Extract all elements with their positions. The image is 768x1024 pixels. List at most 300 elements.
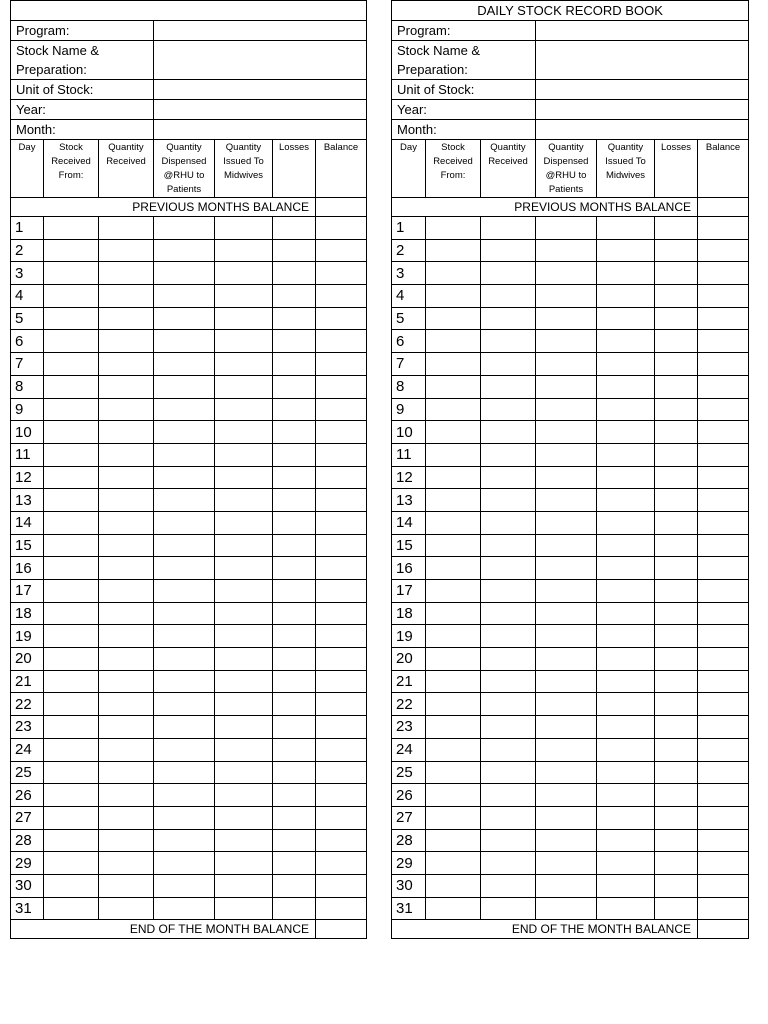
cell-quantity-received[interactable] (481, 511, 536, 534)
cell-losses[interactable] (273, 852, 316, 875)
cell-quantity-received[interactable] (481, 307, 536, 330)
cell-stock-received-from[interactable] (426, 580, 481, 603)
cell-quantity-dispensed[interactable] (154, 217, 215, 240)
cell-stock-received-from[interactable] (44, 534, 99, 557)
cell-quantity-received[interactable] (481, 648, 536, 671)
cell-losses[interactable] (273, 239, 316, 262)
cell-balance[interactable] (698, 716, 749, 739)
cell-quantity-received[interactable] (99, 648, 154, 671)
cell-stock-received-from[interactable] (426, 829, 481, 852)
cell-quantity-received[interactable] (481, 580, 536, 603)
cell-balance[interactable] (698, 307, 749, 330)
cell-losses[interactable] (273, 738, 316, 761)
cell-quantity-dispensed[interactable] (154, 398, 215, 421)
cell-quantity-issued[interactable] (597, 897, 655, 920)
cell-quantity-dispensed[interactable] (154, 897, 215, 920)
cell-quantity-received[interactable] (481, 398, 536, 421)
cell-quantity-dispensed[interactable] (154, 489, 215, 512)
cell-quantity-issued[interactable] (597, 511, 655, 534)
cell-quantity-received[interactable] (99, 580, 154, 603)
cell-quantity-dispensed[interactable] (154, 693, 215, 716)
cell-quantity-dispensed[interactable] (536, 217, 597, 240)
cell-balance[interactable] (698, 897, 749, 920)
stock-name-field-value[interactable] (154, 41, 367, 80)
cell-quantity-issued[interactable] (597, 489, 655, 512)
cell-quantity-dispensed[interactable] (154, 330, 215, 353)
cell-quantity-issued[interactable] (215, 670, 273, 693)
cell-quantity-received[interactable] (99, 217, 154, 240)
cell-quantity-dispensed[interactable] (536, 466, 597, 489)
cell-stock-received-from[interactable] (44, 285, 99, 308)
cell-losses[interactable] (273, 307, 316, 330)
cell-quantity-issued[interactable] (597, 239, 655, 262)
cell-quantity-received[interactable] (481, 330, 536, 353)
cell-stock-received-from[interactable] (426, 852, 481, 875)
cell-quantity-issued[interactable] (215, 806, 273, 829)
cell-quantity-dispensed[interactable] (154, 466, 215, 489)
cell-quantity-dispensed[interactable] (154, 239, 215, 262)
cell-quantity-received[interactable] (99, 625, 154, 648)
cell-quantity-issued[interactable] (215, 239, 273, 262)
cell-losses[interactable] (273, 466, 316, 489)
cell-balance[interactable] (316, 716, 367, 739)
cell-losses[interactable] (273, 648, 316, 671)
cell-losses[interactable] (273, 217, 316, 240)
cell-quantity-received[interactable] (99, 466, 154, 489)
cell-quantity-dispensed[interactable] (154, 262, 215, 285)
cell-stock-received-from[interactable] (44, 693, 99, 716)
cell-quantity-dispensed[interactable] (154, 852, 215, 875)
cell-quantity-received[interactable] (481, 443, 536, 466)
cell-losses[interactable] (655, 670, 698, 693)
cell-balance[interactable] (698, 466, 749, 489)
cell-quantity-issued[interactable] (597, 217, 655, 240)
cell-quantity-received[interactable] (481, 829, 536, 852)
cell-balance[interactable] (316, 307, 367, 330)
cell-losses[interactable] (273, 806, 316, 829)
cell-quantity-dispensed[interactable] (536, 693, 597, 716)
cell-quantity-issued[interactable] (215, 693, 273, 716)
cell-quantity-issued[interactable] (215, 443, 273, 466)
cell-quantity-received[interactable] (99, 421, 154, 444)
cell-balance[interactable] (316, 217, 367, 240)
cell-quantity-issued[interactable] (215, 580, 273, 603)
cell-quantity-dispensed[interactable] (154, 648, 215, 671)
cell-losses[interactable] (655, 761, 698, 784)
cell-balance[interactable] (698, 285, 749, 308)
end-balance-value[interactable] (316, 920, 367, 939)
cell-quantity-issued[interactable] (597, 806, 655, 829)
cell-losses[interactable] (273, 285, 316, 308)
cell-quantity-received[interactable] (481, 806, 536, 829)
cell-quantity-dispensed[interactable] (154, 874, 215, 897)
cell-balance[interactable] (316, 784, 367, 807)
cell-quantity-received[interactable] (481, 353, 536, 376)
cell-quantity-dispensed[interactable] (536, 625, 597, 648)
cell-stock-received-from[interactable] (44, 239, 99, 262)
cell-quantity-issued[interactable] (215, 557, 273, 580)
previous-balance-value[interactable] (316, 198, 367, 217)
cell-stock-received-from[interactable] (44, 375, 99, 398)
cell-balance[interactable] (316, 874, 367, 897)
cell-losses[interactable] (655, 375, 698, 398)
cell-balance[interactable] (698, 217, 749, 240)
cell-quantity-dispensed[interactable] (536, 330, 597, 353)
cell-quantity-dispensed[interactable] (536, 761, 597, 784)
cell-stock-received-from[interactable] (44, 307, 99, 330)
cell-quantity-issued[interactable] (597, 421, 655, 444)
cell-quantity-received[interactable] (481, 602, 536, 625)
cell-losses[interactable] (273, 443, 316, 466)
cell-quantity-received[interactable] (99, 353, 154, 376)
previous-balance-value[interactable] (698, 198, 749, 217)
cell-quantity-received[interactable] (99, 239, 154, 262)
cell-quantity-received[interactable] (99, 511, 154, 534)
cell-balance[interactable] (316, 693, 367, 716)
cell-quantity-dispensed[interactable] (536, 421, 597, 444)
cell-stock-received-from[interactable] (426, 557, 481, 580)
cell-losses[interactable] (655, 443, 698, 466)
cell-balance[interactable] (698, 353, 749, 376)
cell-stock-received-from[interactable] (426, 874, 481, 897)
cell-quantity-issued[interactable] (597, 466, 655, 489)
cell-quantity-issued[interactable] (215, 466, 273, 489)
cell-quantity-received[interactable] (481, 466, 536, 489)
cell-balance[interactable] (698, 829, 749, 852)
cell-quantity-dispensed[interactable] (154, 738, 215, 761)
cell-losses[interactable] (655, 217, 698, 240)
cell-balance[interactable] (698, 534, 749, 557)
cell-quantity-received[interactable] (481, 738, 536, 761)
month-field-value[interactable] (154, 120, 367, 140)
cell-balance[interactable] (316, 421, 367, 444)
cell-quantity-issued[interactable] (597, 534, 655, 557)
cell-quantity-issued[interactable] (215, 761, 273, 784)
cell-losses[interactable] (655, 625, 698, 648)
cell-stock-received-from[interactable] (426, 398, 481, 421)
cell-balance[interactable] (316, 829, 367, 852)
cell-stock-received-from[interactable] (44, 648, 99, 671)
cell-balance[interactable] (698, 239, 749, 262)
cell-quantity-issued[interactable] (215, 330, 273, 353)
cell-quantity-issued[interactable] (597, 580, 655, 603)
cell-quantity-received[interactable] (99, 285, 154, 308)
cell-quantity-received[interactable] (99, 852, 154, 875)
cell-stock-received-from[interactable] (44, 602, 99, 625)
cell-quantity-received[interactable] (99, 874, 154, 897)
cell-quantity-received[interactable] (481, 375, 536, 398)
cell-quantity-issued[interactable] (215, 602, 273, 625)
cell-balance[interactable] (698, 806, 749, 829)
cell-balance[interactable] (698, 262, 749, 285)
cell-losses[interactable] (655, 285, 698, 308)
cell-stock-received-from[interactable] (426, 602, 481, 625)
cell-quantity-issued[interactable] (597, 557, 655, 580)
cell-stock-received-from[interactable] (44, 761, 99, 784)
cell-stock-received-from[interactable] (44, 217, 99, 240)
cell-quantity-issued[interactable] (597, 625, 655, 648)
cell-quantity-received[interactable] (99, 489, 154, 512)
cell-balance[interactable] (316, 580, 367, 603)
cell-balance[interactable] (316, 353, 367, 376)
cell-stock-received-from[interactable] (44, 852, 99, 875)
cell-stock-received-from[interactable] (426, 217, 481, 240)
cell-quantity-received[interactable] (99, 784, 154, 807)
cell-quantity-dispensed[interactable] (154, 716, 215, 739)
cell-balance[interactable] (316, 466, 367, 489)
cell-stock-received-from[interactable] (426, 670, 481, 693)
cell-quantity-received[interactable] (481, 239, 536, 262)
cell-stock-received-from[interactable] (426, 511, 481, 534)
cell-stock-received-from[interactable] (426, 239, 481, 262)
cell-quantity-received[interactable] (481, 693, 536, 716)
cell-balance[interactable] (316, 806, 367, 829)
cell-losses[interactable] (655, 648, 698, 671)
cell-balance[interactable] (316, 489, 367, 512)
cell-quantity-dispensed[interactable] (154, 670, 215, 693)
cell-balance[interactable] (698, 398, 749, 421)
cell-losses[interactable] (273, 398, 316, 421)
cell-losses[interactable] (273, 670, 316, 693)
cell-losses[interactable] (655, 466, 698, 489)
cell-balance[interactable] (698, 330, 749, 353)
cell-quantity-received[interactable] (99, 398, 154, 421)
cell-quantity-dispensed[interactable] (536, 738, 597, 761)
cell-quantity-issued[interactable] (215, 716, 273, 739)
cell-losses[interactable] (655, 716, 698, 739)
cell-quantity-dispensed[interactable] (154, 557, 215, 580)
cell-quantity-issued[interactable] (215, 511, 273, 534)
cell-quantity-issued[interactable] (215, 375, 273, 398)
cell-quantity-received[interactable] (481, 625, 536, 648)
cell-quantity-received[interactable] (99, 716, 154, 739)
cell-quantity-issued[interactable] (597, 874, 655, 897)
cell-quantity-dispensed[interactable] (154, 375, 215, 398)
cell-quantity-issued[interactable] (597, 330, 655, 353)
cell-quantity-issued[interactable] (597, 307, 655, 330)
cell-stock-received-from[interactable] (44, 806, 99, 829)
cell-losses[interactable] (273, 829, 316, 852)
cell-balance[interactable] (316, 738, 367, 761)
cell-quantity-dispensed[interactable] (536, 398, 597, 421)
cell-quantity-issued[interactable] (597, 353, 655, 376)
cell-quantity-dispensed[interactable] (536, 285, 597, 308)
year-field-value[interactable] (154, 100, 367, 120)
cell-balance[interactable] (316, 511, 367, 534)
cell-losses[interactable] (655, 784, 698, 807)
cell-quantity-issued[interactable] (597, 852, 655, 875)
cell-quantity-received[interactable] (99, 761, 154, 784)
cell-balance[interactable] (316, 375, 367, 398)
cell-quantity-dispensed[interactable] (536, 602, 597, 625)
cell-balance[interactable] (698, 874, 749, 897)
cell-quantity-received[interactable] (481, 217, 536, 240)
cell-balance[interactable] (698, 738, 749, 761)
cell-losses[interactable] (655, 897, 698, 920)
cell-balance[interactable] (698, 784, 749, 807)
cell-quantity-dispensed[interactable] (154, 353, 215, 376)
cell-stock-received-from[interactable] (44, 398, 99, 421)
cell-stock-received-from[interactable] (426, 761, 481, 784)
cell-balance[interactable] (316, 262, 367, 285)
cell-quantity-dispensed[interactable] (536, 784, 597, 807)
cell-quantity-received[interactable] (99, 307, 154, 330)
cell-losses[interactable] (655, 738, 698, 761)
cell-losses[interactable] (273, 534, 316, 557)
cell-quantity-received[interactable] (99, 557, 154, 580)
cell-stock-received-from[interactable] (44, 489, 99, 512)
year-field-value[interactable] (536, 100, 749, 120)
cell-quantity-issued[interactable] (597, 761, 655, 784)
cell-balance[interactable] (316, 625, 367, 648)
cell-quantity-received[interactable] (99, 602, 154, 625)
cell-stock-received-from[interactable] (44, 716, 99, 739)
cell-quantity-received[interactable] (99, 443, 154, 466)
cell-quantity-dispensed[interactable] (536, 353, 597, 376)
cell-balance[interactable] (698, 443, 749, 466)
cell-quantity-dispensed[interactable] (154, 829, 215, 852)
cell-quantity-issued[interactable] (215, 489, 273, 512)
program-field-value[interactable] (536, 21, 749, 41)
cell-quantity-received[interactable] (99, 262, 154, 285)
cell-balance[interactable] (316, 602, 367, 625)
cell-quantity-issued[interactable] (215, 217, 273, 240)
cell-stock-received-from[interactable] (426, 466, 481, 489)
cell-quantity-dispensed[interactable] (154, 784, 215, 807)
cell-stock-received-from[interactable] (44, 443, 99, 466)
cell-quantity-dispensed[interactable] (536, 829, 597, 852)
cell-balance[interactable] (698, 489, 749, 512)
cell-balance[interactable] (698, 580, 749, 603)
cell-balance[interactable] (316, 398, 367, 421)
cell-losses[interactable] (655, 580, 698, 603)
cell-stock-received-from[interactable] (44, 670, 99, 693)
cell-quantity-issued[interactable] (215, 874, 273, 897)
cell-quantity-issued[interactable] (597, 398, 655, 421)
cell-losses[interactable] (655, 829, 698, 852)
cell-losses[interactable] (655, 557, 698, 580)
cell-losses[interactable] (655, 534, 698, 557)
cell-quantity-dispensed[interactable] (536, 806, 597, 829)
cell-quantity-received[interactable] (481, 534, 536, 557)
cell-losses[interactable] (655, 307, 698, 330)
program-field-value[interactable] (154, 21, 367, 41)
cell-balance[interactable] (316, 670, 367, 693)
cell-balance[interactable] (698, 602, 749, 625)
cell-losses[interactable] (273, 580, 316, 603)
cell-losses[interactable] (273, 511, 316, 534)
cell-quantity-issued[interactable] (597, 262, 655, 285)
cell-balance[interactable] (316, 239, 367, 262)
month-field-value[interactable] (536, 120, 749, 140)
cell-stock-received-from[interactable] (426, 421, 481, 444)
cell-quantity-dispensed[interactable] (536, 648, 597, 671)
cell-quantity-received[interactable] (99, 738, 154, 761)
cell-stock-received-from[interactable] (44, 897, 99, 920)
cell-balance[interactable] (698, 511, 749, 534)
stock-name-field-value[interactable] (536, 41, 749, 80)
cell-losses[interactable] (655, 398, 698, 421)
cell-quantity-dispensed[interactable] (536, 557, 597, 580)
cell-balance[interactable] (316, 330, 367, 353)
cell-stock-received-from[interactable] (426, 738, 481, 761)
cell-balance[interactable] (698, 761, 749, 784)
unit-of-stock-field-value[interactable] (154, 80, 367, 100)
cell-quantity-issued[interactable] (597, 716, 655, 739)
cell-quantity-dispensed[interactable] (154, 307, 215, 330)
cell-balance[interactable] (698, 648, 749, 671)
cell-losses[interactable] (655, 852, 698, 875)
cell-quantity-dispensed[interactable] (536, 874, 597, 897)
cell-balance[interactable] (698, 852, 749, 875)
cell-quantity-issued[interactable] (215, 262, 273, 285)
cell-quantity-dispensed[interactable] (536, 375, 597, 398)
cell-losses[interactable] (273, 602, 316, 625)
cell-quantity-received[interactable] (481, 761, 536, 784)
cell-quantity-issued[interactable] (215, 285, 273, 308)
cell-balance[interactable] (316, 852, 367, 875)
cell-balance[interactable] (316, 534, 367, 557)
cell-balance[interactable] (698, 693, 749, 716)
cell-stock-received-from[interactable] (44, 738, 99, 761)
cell-quantity-dispensed[interactable] (536, 716, 597, 739)
cell-quantity-dispensed[interactable] (154, 511, 215, 534)
cell-quantity-issued[interactable] (597, 602, 655, 625)
cell-stock-received-from[interactable] (44, 466, 99, 489)
cell-losses[interactable] (655, 874, 698, 897)
cell-quantity-dispensed[interactable] (536, 443, 597, 466)
cell-quantity-issued[interactable] (597, 784, 655, 807)
cell-quantity-received[interactable] (481, 670, 536, 693)
cell-losses[interactable] (655, 353, 698, 376)
cell-quantity-dispensed[interactable] (536, 580, 597, 603)
cell-quantity-dispensed[interactable] (154, 534, 215, 557)
cell-stock-received-from[interactable] (44, 829, 99, 852)
cell-stock-received-from[interactable] (426, 693, 481, 716)
cell-quantity-issued[interactable] (597, 648, 655, 671)
cell-balance[interactable] (316, 557, 367, 580)
cell-losses[interactable] (655, 806, 698, 829)
cell-quantity-dispensed[interactable] (154, 602, 215, 625)
cell-losses[interactable] (655, 330, 698, 353)
cell-quantity-issued[interactable] (597, 829, 655, 852)
cell-stock-received-from[interactable] (426, 534, 481, 557)
cell-quantity-dispensed[interactable] (536, 670, 597, 693)
cell-quantity-received[interactable] (99, 330, 154, 353)
cell-quantity-issued[interactable] (215, 784, 273, 807)
cell-stock-received-from[interactable] (426, 330, 481, 353)
cell-losses[interactable] (273, 421, 316, 444)
cell-losses[interactable] (273, 557, 316, 580)
cell-balance[interactable] (698, 557, 749, 580)
cell-quantity-received[interactable] (481, 874, 536, 897)
cell-stock-received-from[interactable] (426, 307, 481, 330)
cell-stock-received-from[interactable] (44, 557, 99, 580)
cell-losses[interactable] (273, 489, 316, 512)
cell-quantity-issued[interactable] (215, 829, 273, 852)
cell-stock-received-from[interactable] (44, 353, 99, 376)
cell-quantity-issued[interactable] (215, 738, 273, 761)
cell-losses[interactable] (655, 511, 698, 534)
cell-balance[interactable] (698, 375, 749, 398)
cell-quantity-received[interactable] (481, 852, 536, 875)
cell-quantity-issued[interactable] (597, 738, 655, 761)
cell-losses[interactable] (655, 489, 698, 512)
cell-quantity-received[interactable] (99, 693, 154, 716)
cell-quantity-received[interactable] (481, 557, 536, 580)
cell-quantity-received[interactable] (99, 806, 154, 829)
cell-quantity-received[interactable] (99, 534, 154, 557)
